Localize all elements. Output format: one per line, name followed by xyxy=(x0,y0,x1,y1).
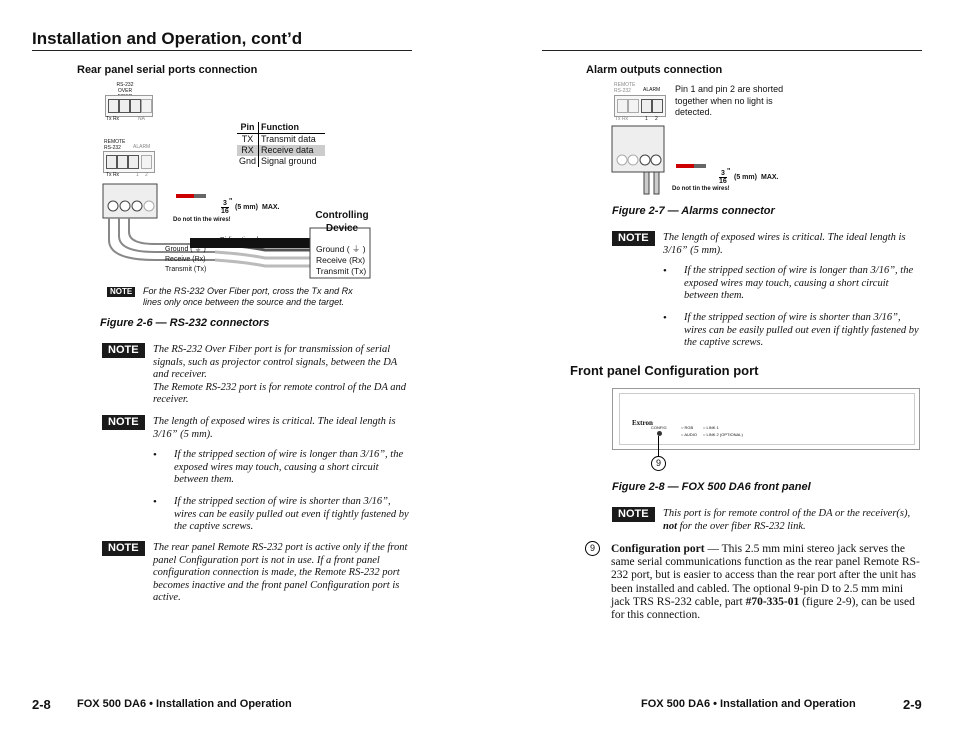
footer-page-number-left: 2-8 xyxy=(32,697,51,712)
small-note-line-2: lines only once between the source and the target. xyxy=(143,296,345,307)
table-cell: TX xyxy=(241,134,254,144)
small-note-text xyxy=(143,286,353,307)
led-link1-dot: ○ xyxy=(703,425,706,430)
note-rs232-text xyxy=(153,344,409,407)
led-link2-label: LINK 2 (OPTIONAL) xyxy=(706,432,743,437)
remote-txrx-label: Tx Rx xyxy=(106,172,120,178)
alarm-2-label-right: 2 xyxy=(655,116,658,122)
alarm-label-right: ALARM xyxy=(643,87,661,93)
led-link2 xyxy=(703,432,743,437)
header-rule-right xyxy=(542,50,922,51)
fiber-na-label: NA xyxy=(138,116,145,122)
wire-label-transmit: Transmit (Tx) xyxy=(165,266,207,273)
connector-pin xyxy=(641,99,652,113)
connector-pin xyxy=(128,155,139,169)
cable-receive xyxy=(215,252,310,258)
bullet-dot: • xyxy=(153,449,157,461)
note-config-rest: for the over fiber RS-232 link. xyxy=(677,520,806,532)
bullet-dot: • xyxy=(663,312,667,324)
bullet-dot: • xyxy=(153,496,157,508)
pin-function-table xyxy=(237,122,325,167)
config-port-description xyxy=(611,543,921,622)
figure-2-6-caption: Figure 2-6 — RS-232 connectors xyxy=(100,317,270,329)
item-number-9: 9 xyxy=(585,541,600,556)
remote-label-1: REMOTE xyxy=(104,139,126,145)
note-config-line-1: This port is for remote control of the DA or the receiver(s), xyxy=(663,508,911,519)
controlling-label-1: Controlling xyxy=(315,210,369,221)
connector-pin xyxy=(106,155,117,169)
led-link2-dot: ○ xyxy=(703,432,706,437)
no-tin-warning: Do not tin the wires! xyxy=(672,186,730,192)
remote-label-2: RS-232 xyxy=(614,88,631,94)
connector-pin xyxy=(119,99,130,113)
alarm-1-label: 1 xyxy=(136,172,139,178)
alarm-wire-1 xyxy=(644,172,649,194)
wire-length-unit: " xyxy=(727,168,731,175)
connector-pin xyxy=(130,99,141,113)
callout-leader xyxy=(658,436,659,456)
led-rgb xyxy=(681,425,693,430)
bullet-short-wire-right: If the stripped section of wire is shorter than 3/16”, wires can be easily pulled out even if tightly fastened by the captive screws. xyxy=(684,312,919,349)
screw-2 xyxy=(120,201,130,211)
wire-stripe-grey xyxy=(694,164,706,168)
connector-pin xyxy=(652,99,663,113)
bullet-long-wire: If the stripped section of wire is longer than 3/16”, the exposed wires may touch, causing a short circuit between them. xyxy=(174,449,404,486)
table-header-pin: Pin xyxy=(237,122,259,134)
note-badge: NOTE xyxy=(102,343,145,358)
connector-pin xyxy=(628,99,639,113)
note-badge: NOTE xyxy=(102,415,145,430)
led-rgb-label: RGB xyxy=(684,425,694,430)
led-audio-label: AUDIO xyxy=(684,432,697,437)
connector-pin xyxy=(108,99,119,113)
wire-label-receive: Receive (Rx) xyxy=(316,255,366,265)
screw-2 xyxy=(628,155,638,165)
note-badge: NOTE xyxy=(612,231,655,246)
bullet-short-wire: If the stripped section of wire is shorter than 3/16”, wires can be easily pulled out even if tightly fastened by the captive screws. xyxy=(174,496,409,533)
small-note-badge: NOTE xyxy=(107,287,135,297)
table-header-function: Function xyxy=(259,122,326,134)
rs232-fiber-label-1: RS-232 xyxy=(116,82,134,88)
table-cell: Receive data xyxy=(259,145,326,156)
table-row xyxy=(237,134,325,146)
note-remote-active: The rear panel Remote RS-232 port is active only if the front panel Configuration port is not in use. If a front panel configuration connection is made, the Remote RS-232 port becomes inactive and the front panel Configuration port is active. xyxy=(153,542,408,604)
note-wire-length: The length of exposed wires is critical. The ideal length is 3/16” (5 mm). xyxy=(153,416,396,440)
right-wire-labels xyxy=(316,244,366,277)
screw-4 xyxy=(144,201,154,211)
table-row xyxy=(237,145,325,156)
note-rs232-para-1: The RS-232 Over Fiber port is for transmission of serial signals, such as projector control signals, between the DA and receiver. xyxy=(153,344,398,381)
wire-length-mm: (5 mm) xyxy=(235,204,258,211)
led-rgb-dot: ○ xyxy=(681,425,684,430)
fraction-numerator: 3 xyxy=(222,200,227,207)
led-link1-label: LINK 1 xyxy=(706,425,719,430)
wire-length-unit: " xyxy=(229,198,233,205)
wire-label-ground: Ground ( ⏚ ) xyxy=(316,244,366,254)
table-cell: Signal ground xyxy=(259,156,326,167)
screw-4 xyxy=(651,155,661,165)
section-title-rear-serial: Rear panel serial ports connection xyxy=(77,64,258,76)
wire-label-receive: Receive (Rx) xyxy=(165,256,206,263)
figure-2-8-caption: Figure 2-8 — FOX 500 DA6 front panel xyxy=(612,481,811,493)
connector-pin xyxy=(617,99,628,113)
bullet-dot: • xyxy=(663,265,667,277)
table-row xyxy=(237,156,325,167)
note-wire-length-right: The length of exposed wires is critical. The ideal length is 3/16” (5 mm). xyxy=(663,232,906,256)
section-title-config-port: Front panel Configuration port xyxy=(570,363,759,378)
callout-9: 9 xyxy=(651,456,666,471)
connector-pin xyxy=(141,155,152,169)
note-rs232-para-2: The Remote RS-232 port is for remote control of the DA and receiver. xyxy=(153,381,407,406)
wire-length-max: MAX. xyxy=(262,204,280,211)
wire-label-ground: Ground ( ⏚ ) xyxy=(165,246,206,253)
page-title: Installation and Operation, cont’d xyxy=(32,29,303,48)
screw-1 xyxy=(617,155,627,165)
controlling-label-2: Device xyxy=(325,223,359,234)
config-port-text: — This 2.5 mm mini stereo jack serves the same serial communications function as the rear panel Remote RS-232 port, but is easier to access than the rear port after the unit has been installed and cabled. The optional 9-pin D to 2.5 mm mini jack TRS RS-232 cable, part xyxy=(611,543,920,608)
wire-label-ground-text: Ground ( xyxy=(316,244,350,254)
no-tin-warning: Do not tin the wires! xyxy=(173,217,231,223)
remote-label-1: REMOTE xyxy=(614,82,636,88)
small-note-line-1: For the RS-232 Over Fiber port, cross the Tx and Rx xyxy=(143,286,353,296)
note-config-line-2 xyxy=(663,521,921,534)
table-cell: Gnd xyxy=(239,156,257,166)
fraction-denominator: 16 xyxy=(719,178,727,185)
wire-length-fraction xyxy=(221,200,229,215)
rs232-fiber-connector xyxy=(105,95,153,117)
bullet-long-wire-right: If the stripped section of wire is longer than 3/16”, the exposed wires may touch, causing a short circuit between them. xyxy=(684,265,914,302)
wire-length-mm: (5 mm) xyxy=(734,174,757,181)
led-link1 xyxy=(703,425,719,430)
alarm-wire-2 xyxy=(654,172,659,194)
remote-rs232-label-right xyxy=(614,82,635,94)
led-audio-dot: ○ xyxy=(681,432,684,437)
connector-pin xyxy=(117,155,128,169)
alarm-1-label-right: 1 xyxy=(645,116,648,122)
pin-shorted-note: Pin 1 and pin 2 are shorted together when no light is detected. xyxy=(675,84,784,117)
fraction-denominator: 16 xyxy=(221,208,229,215)
alarm-connector xyxy=(614,95,666,117)
wire-stripe-grey xyxy=(194,194,206,198)
front-panel-face xyxy=(619,393,915,445)
figure-2-7-caption: Figure 2-7 — Alarms connector xyxy=(612,205,775,217)
table-cell: Transmit data xyxy=(259,134,326,146)
table-cell: RX xyxy=(241,145,254,155)
controlling-device-label xyxy=(306,209,378,235)
fraction-numerator: 3 xyxy=(720,170,725,177)
wire-label-transmit: Transmit (Tx) xyxy=(316,266,367,276)
txrx-label-right: Tx Rx xyxy=(615,116,629,122)
title-rule xyxy=(32,50,412,51)
footer-text-right: FOX 500 DA6 • Installation and Operation xyxy=(641,698,856,710)
screw-1 xyxy=(108,201,118,211)
remote-label-2: RS-232 xyxy=(104,145,121,151)
footer-page-number-right: 2-9 xyxy=(903,697,922,712)
bidirectional-label: Bidirectional xyxy=(220,237,259,244)
screw-3 xyxy=(132,201,142,211)
alarm-label: ALARM xyxy=(133,144,151,150)
wire-length-fraction xyxy=(719,170,727,185)
note-badge: NOTE xyxy=(612,507,655,522)
note-config-remote xyxy=(663,508,921,533)
alarm-plug-drawing xyxy=(610,124,670,196)
remote-rs232-label xyxy=(104,139,125,151)
left-wire-labels xyxy=(165,245,206,275)
config-port-part-number: #70-335-01 xyxy=(745,595,800,608)
footer-text-left: FOX 500 DA6 • Installation and Operation xyxy=(77,698,292,710)
note-config-not: not xyxy=(663,520,678,532)
note-badge: NOTE xyxy=(102,541,145,556)
fiber-txrx-label: Tx Rx xyxy=(106,116,120,122)
config-port-term: Configuration port xyxy=(611,543,705,555)
alarm-2-label: 2 xyxy=(145,172,148,178)
remote-alarm-connector xyxy=(103,151,155,173)
section-title-alarm: Alarm outputs connection xyxy=(586,64,723,76)
config-label: CONFIG xyxy=(651,425,667,430)
screw-3 xyxy=(640,155,650,165)
wire-length-max: MAX. xyxy=(761,174,779,181)
connector-pin xyxy=(141,99,152,113)
extron-logo: Extron xyxy=(632,419,653,427)
cable-transmit xyxy=(215,260,310,266)
led-audio xyxy=(681,432,697,437)
rs232-fiber-label-2: OVER xyxy=(117,88,133,94)
config-port-text-end: (figure 2-9), can be used for this connection. xyxy=(611,595,915,622)
wire-label-ground-text: Ground ( xyxy=(165,246,193,253)
